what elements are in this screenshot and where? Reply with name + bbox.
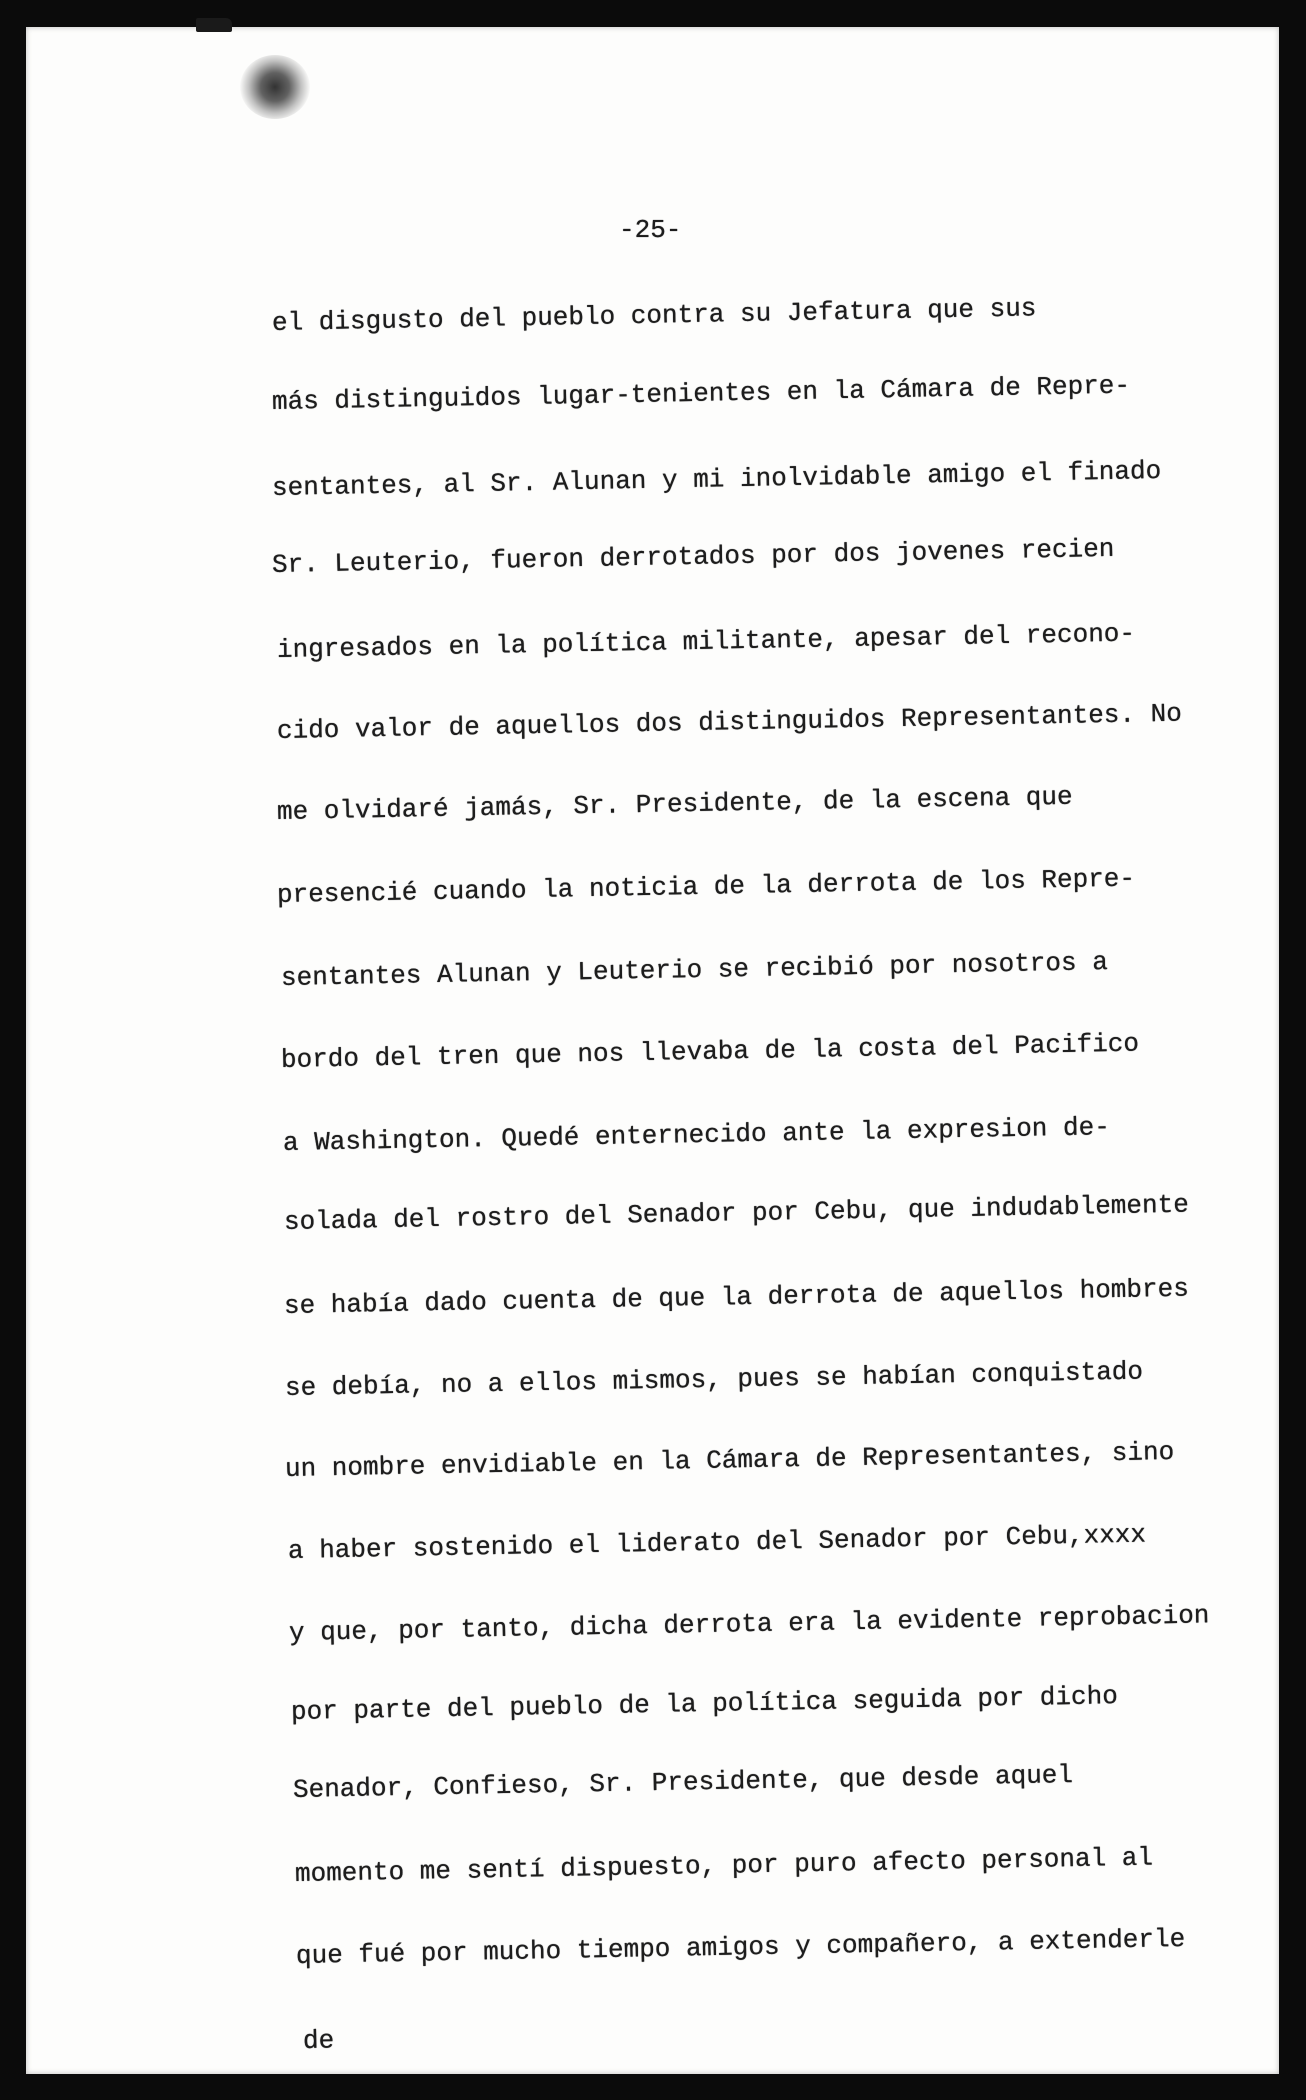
text-line: se debía, no a ellos mismos, pues se habían conquistado bbox=[284, 1356, 1144, 1403]
text-line: me olvidaré jamás, Sr. Presidente, de la escena que bbox=[276, 781, 1073, 827]
text-line: que fué por mucho tiempo amigos y compañero, a extenderle bbox=[295, 1923, 1186, 1971]
text-line: bordo del tren que nos llevaba de la costa del Pacifico bbox=[280, 1028, 1140, 1075]
text-line: un nombre envidiable en la Cámara de Representantes, sino bbox=[284, 1436, 1175, 1484]
text-line: presencié cuando la noticia de la derrota de los Repre- bbox=[276, 863, 1136, 910]
text-line: sentantes Alunan y Leuterio se recibió por nosotros a bbox=[280, 947, 1109, 993]
text-line: más distinguidos lugar-tenientes en la Cámara de Repre- bbox=[271, 370, 1131, 417]
text-line: a haber sostenido el liderato del Senador por Cebu,xxxx bbox=[287, 1519, 1147, 1566]
ink-smudge bbox=[240, 55, 310, 119]
text-line: Sr. Leuterio, fueron derrotados por dos jovenes recien bbox=[271, 533, 1115, 580]
text-line: cido valor de aquellos dos distinguidos Representantes. No bbox=[276, 698, 1183, 746]
text-line: ingresados en la política militante, apesar del recono- bbox=[276, 618, 1136, 665]
text-line: de bbox=[302, 2025, 335, 2056]
text-line: sentantes, al Sr. Alunan y mi inolvidable amigo el finado bbox=[271, 455, 1162, 503]
text-line: el disgusto del pueblo contra su Jefatura que sus bbox=[271, 293, 1037, 338]
text-line: se había dado cuenta de que la derrota de aquellos hombres bbox=[283, 1273, 1190, 1321]
text-line: por parte del pueblo de la política seguida por dicho bbox=[290, 1681, 1119, 1727]
text-line: a Washington. Quedé enternecido ante la expresion de- bbox=[282, 1112, 1111, 1158]
text-line: solada del rostro del Senador por Cebu, que indudablemente bbox=[283, 1189, 1190, 1237]
text-line: momento me sentí dispuesto, por puro afecto personal al bbox=[294, 1842, 1154, 1889]
text-line: y que, por tanto, dicha derrota era la evidente reprobacion bbox=[288, 1600, 1210, 1648]
text-line: Senador, Confieso, Sr. Presidente, que desde aquel bbox=[292, 1760, 1074, 1805]
scan-edge-mark bbox=[196, 18, 232, 32]
page-number: -25- bbox=[619, 215, 682, 245]
